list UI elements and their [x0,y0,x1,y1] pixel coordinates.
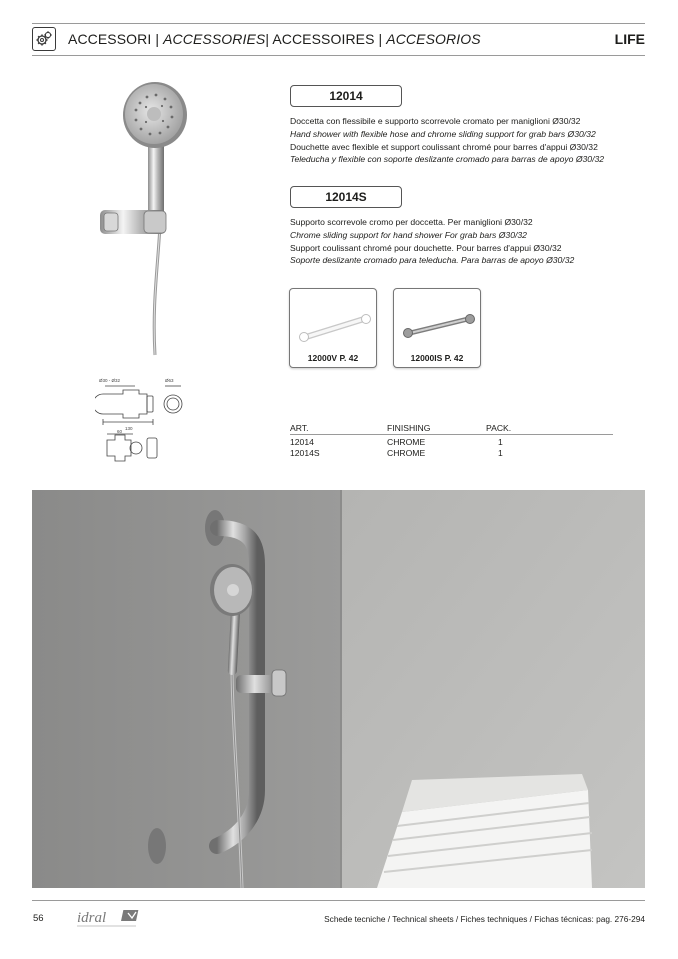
title-separator: | [265,31,273,47]
cell-pack: 1 [498,437,503,447]
table-row [290,435,613,446]
cell-art: 12014S [290,448,320,458]
footer-rule [32,900,645,901]
article-table [290,421,613,457]
description-fr: Douchette avec flexible et support coulissant chromé pour barres d'appui Ø30/32 [290,141,598,152]
description-it: Doccetta con flessibile e supporto scorrevole cromato per maniglioni Ø30/32 [290,116,581,126]
title-separator: | [374,31,387,47]
cell-finishing: CHROME [387,437,426,447]
hand-shower-product-image [100,75,210,360]
technical-drawing [95,372,195,467]
section-title-it: ACCESSORI [68,31,152,47]
section-title-fr: ACCESSOIRES [272,31,375,47]
technical-sheets-reference: Schede tecniche / Technical sheets / Fiches techniques / Fichas técnicas: pag. 276-294 [324,914,645,924]
header-bottom-rule [32,55,645,56]
product-description-12014S [290,216,574,267]
product-code-12014S: 12014S [290,186,402,208]
description-en: Chrome sliding support for hand shower For grab bars Ø30/32 [290,229,527,240]
dim-head-diameter: Ø63 [165,378,174,383]
dim-bar-diameter: Ø30 - Ø32 [99,378,121,383]
related-product-label: 12000IS P. 42 [410,353,464,363]
product-description-12014 [290,115,604,166]
col-header-art: ART. [290,423,309,433]
cell-pack: 1 [498,448,503,458]
section-title [68,31,481,47]
grab-bar-steel-image [398,299,478,349]
description-es: Soporte deslizante cromado para teleducha. Para barras de apoyo Ø30/32 [290,255,575,266]
grab-bar-white-image [294,299,374,349]
related-product-card-12000V[interactable] [289,288,377,368]
header-top-rule [32,23,645,24]
cell-art: 12014 [290,437,314,447]
title-separator: | [151,31,164,47]
product-line-name: LIFE [614,31,645,47]
table-row [290,446,613,457]
section-title-en: ACCESSORIES [163,31,266,47]
idral-logo [76,907,146,929]
description-en: Hand shower with flexible hose and chrome sliding support for grab bars Ø30/32 [290,128,596,139]
description-fr: Support coulissant chromé pour douchette. Pour barres d'appui Ø30/32 [290,242,562,253]
page-number: 56 [33,913,44,924]
gears-icon [32,27,56,51]
brand-name: idral [77,910,107,926]
cell-finishing: CHROME [387,448,426,458]
col-header-finishing: FINISHING [387,423,431,433]
section-title-es: ACCESORIOS [386,31,481,47]
dim-small: 60 [117,429,123,434]
description-it: Supporto scorrevole cromo per doccetta. Per maniglioni Ø30/32 [290,217,533,227]
related-product-label: 12000V P. 42 [307,353,359,363]
related-product-card-12000IS[interactable] [393,288,481,368]
table-header [290,421,613,435]
product-code-12014: 12014 [290,85,402,107]
col-header-pack: PACK. [486,423,512,433]
bathroom-installation-photo [32,490,645,888]
description-es: Teleducha y flexible con soporte deslizante cromado para barras de apoyo Ø30/32 [290,154,605,165]
dim-width: 130 [125,426,133,431]
